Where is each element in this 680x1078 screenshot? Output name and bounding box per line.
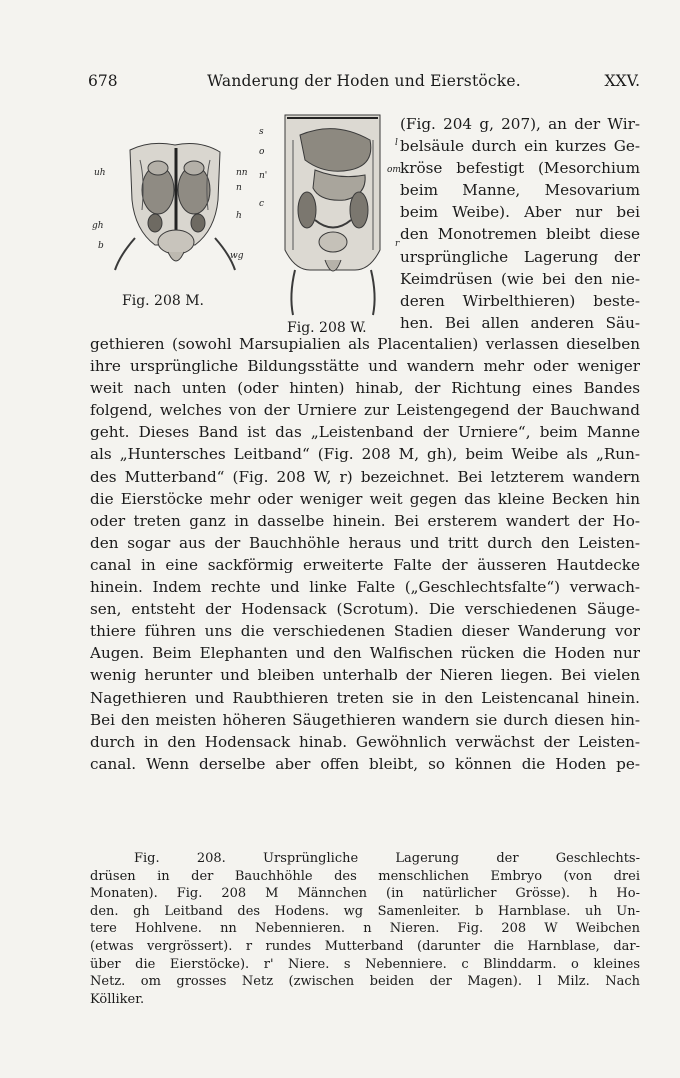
- text-line: ihre ursprüngliche Bildungsstätte und wandern mehr oder weniger: [90, 357, 640, 376]
- text-line: als „Huntersches Leitband“ (Fig. 208 M, gh), beim Weibe als „Run-: [90, 445, 640, 464]
- figure-footnote: [90, 850, 640, 1008]
- text-line: sen, entsteht der Hodensack (Scrotum). Die verschiedenen Säuge-: [90, 600, 640, 619]
- footnote-line: Monaten). Fig. 208 M Männchen (in natürlicher Grösse). h Ho-: [90, 886, 640, 902]
- wrapped-text-column: [400, 113, 640, 334]
- text-line: Keimdrüsen (wie bei den nie-: [400, 269, 640, 288]
- running-header: [88, 72, 640, 94]
- footnote-line: Netz. om grosses Netz (zwischen beiden der Magen). l Milz. Nach: [90, 974, 640, 990]
- label-gh: gh: [92, 221, 104, 231]
- text-line: Nagethieren und Raubthieren treten sie in den Leistencanal hinein.: [90, 688, 640, 707]
- running-title: Wanderung der Hoden und Eierstöcke.: [207, 72, 521, 90]
- text-line: durch in den Hodensack hinab. Gewöhnlich verwächst der Leisten-: [90, 732, 640, 751]
- text-line: die Eierstöcke mehr oder weniger weit gegen das kleine Becken hin: [90, 489, 640, 508]
- text-line: hinein. Indem rechte und linke Falte („Geschlechtsfalte“) verwach-: [90, 578, 640, 597]
- label-h: h: [236, 211, 242, 221]
- text-line: beim Weibe). Aber nur bei: [400, 203, 640, 222]
- body-text: [90, 333, 640, 775]
- text-line: folgend, welches von der Urniere zur Leistengegend der Bauchwand: [90, 401, 640, 420]
- text-line: hen. Bei allen anderen Säu-: [400, 313, 640, 332]
- page-number: 678: [88, 72, 118, 90]
- label-s: s: [259, 127, 264, 137]
- text-line: deren Wirbelthieren) beste-: [400, 291, 640, 310]
- text-line: des Mutterband“ (Fig. 208 W, r) bezeichnet. Bei letzterem wandern: [90, 467, 640, 486]
- text-line: Augen. Beim Elephanten und den Walfischen rücken die Hoden nur: [90, 644, 640, 663]
- label-c: c: [259, 199, 265, 209]
- label-n-prime: n': [259, 171, 268, 181]
- text-line: Bei den meisten höheren Säugethieren wandern sie durch diesen hin-: [90, 710, 640, 729]
- figure-208-w-caption: Fig. 208 W.: [287, 320, 367, 336]
- figure-208-w-illustration: [255, 110, 410, 320]
- text-line: den sogar aus der Bauchhöhle heraus und tritt durch den Leisten-: [90, 533, 640, 552]
- text-line: kröse befestigt (Mesorchium: [400, 159, 640, 178]
- text-line: belsäule durch ein kurzes Ge-: [400, 137, 640, 156]
- figure-208-m-caption: Fig. 208 M.: [122, 293, 205, 309]
- text-line: canal in eine sackförmig erweiterte Falte der äusseren Hautdecke: [90, 555, 640, 574]
- text-line: (Fig. 204 g, 207), an der Wir-: [400, 115, 640, 133]
- text-line: wenig herunter und bleiben unterhalb der Nieren liegen. Bei vielen: [90, 666, 640, 685]
- footnote-line: den. gh Leitband des Hodens. wg Samenleiter. b Harnblase. uh Un-: [90, 903, 640, 919]
- text-line: canal. Wenn derselbe aber offen bleibt, so können die Hoden pe-: [90, 754, 640, 773]
- label-nn: nn: [236, 168, 248, 178]
- text-line: den Monotremen bleibt diese: [400, 225, 640, 244]
- text-line: ursprüngliche Lagerung der: [400, 247, 640, 266]
- text-line: gethieren (sowohl Marsupialien als Placentalien) verlassen dieselben: [90, 335, 640, 353]
- figure-208-m-illustration: [90, 120, 260, 290]
- label-l: l: [395, 138, 398, 148]
- text-line: oder treten ganz in dasselbe hinein. Bei ersterem wandert der Ho-: [90, 511, 640, 530]
- footnote-line: (etwas vergrössert). r rundes Mutterband (darunter die Harnblase, dar-: [90, 938, 640, 954]
- text-line: weit nach unten (oder hinten) hinab, der Richtung eines Bandes: [90, 379, 640, 398]
- footnote-line: über die Eierstöcke). r' Niere. s Nebenniere. c Blinddarm. o kleines: [90, 956, 640, 972]
- label-om: om: [387, 165, 401, 175]
- text-line: geht. Dieses Band ist das „Leistenband der Urniere“, beim Manne: [90, 423, 640, 442]
- label-r: r: [395, 239, 400, 249]
- text-line: beim Manne, Mesovarium: [400, 181, 640, 200]
- footnote-line: tere Hohlvene. nn Nebennieren. n Nieren. Fig. 208 W Weibchen: [90, 921, 640, 937]
- chapter-number: XXV.: [604, 72, 640, 90]
- label-uh: uh: [94, 168, 106, 178]
- text-line: thiere führen uns die verschiedenen Stadien dieser Wanderung vor: [90, 622, 640, 641]
- label-n: n: [236, 183, 242, 193]
- label-o: o: [259, 147, 265, 157]
- label-wg: wg: [230, 251, 244, 261]
- footnote-line: Fig. 208. Ursprüngliche Lagerung der Geschlechts-: [134, 851, 640, 866]
- footnote-line: drüsen in der Bauchhöhle des menschlichen Embryo (von drei: [90, 868, 640, 884]
- label-b: b: [98, 241, 104, 251]
- footnote-line: Kölliker.: [90, 991, 145, 1007]
